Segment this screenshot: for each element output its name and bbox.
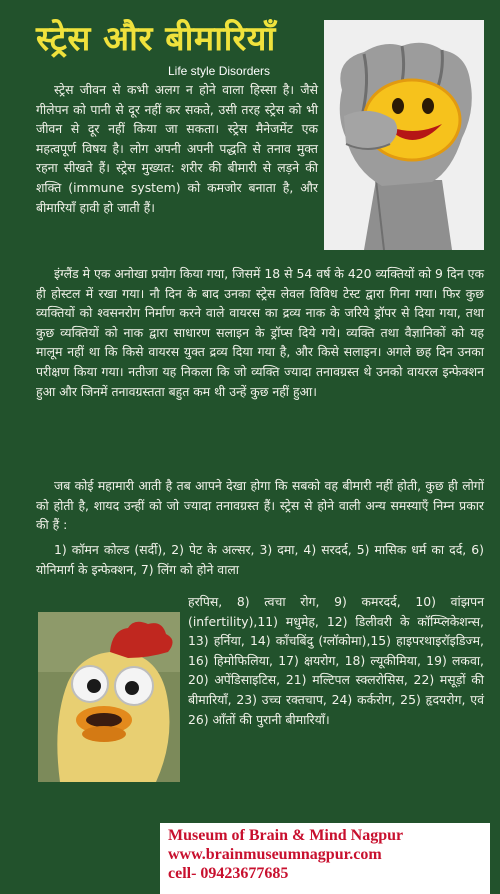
museum-name: Museum of Brain & Mind Nagpur: [168, 827, 404, 844]
intro-paragraph: स्ट्रेस जीवन से कभी अलग न होने वाला हिस्सा है। जैसे गीलेपन को पानी से दूर नहीं कर सकते, उसी तरह स्ट्रेस को भी जीवन से दूर नहीं किया जा सकता। स्ट्रेस मैनेजमेंट एक महत्वपूर्ण विषय है। लोग अपनी अपनी पद्धति से तनाव मुक्त रहना सीखते हैं। स्ट्रेस मुख्यत: शरीर की बीमारी से लड़ने की शक्ति (immune system) को कमजोर बनाता है, और बीमारियाँ हावी हो जाती हैं।: [36, 82, 318, 215]
museum-footer: [160, 823, 490, 894]
museum-website[interactable]: www.brainmuseumnagpur.com: [168, 846, 382, 863]
epidemic-paragraph: जब कोई महामारी आती है तब आपने देखा होगा कि सबको वह बीमारी नहीं होती, कुछ ही लोगों को होती है, शायद उन्हीं को जो ज्यादा तनावग्रस्त हैं। स्ट्रेस से होने वाली अन्य समस्याएँ निम्न प्रकार की हैं :: [36, 478, 484, 533]
chicken-illustration: [38, 612, 180, 782]
page-subtitle: Life style Disorders: [168, 64, 271, 78]
museum-phone: cell- 09423677685: [168, 865, 289, 882]
experiment-paragraph: इंग्लैंड मे एक अनोखा प्रयोग किया गया, जिसमें 18 से 54 वर्ष के 420 व्यक्तियों को 9 दिन एक ही होस्टल में रखा गया। नौ दिन के बाद उनका स्ट्रेस लेवल विविध टेस्ट द्वारा गिना गया। फिर कुछ व्यक्तियों को श्वसनरोग निर्माण करने वाले वायरस का द्रव्य नाक के जरिये ड्रॉपर से दिया गया, तथा कुछ व्यक्तियों को नाक द्वारा साधारण सलाइन के ड्रॉप्स दिये गये। व्यक्ति तथा वैज्ञानिकों को यह मालूम नहीं था कि किसे वायरस युक्त द्रव्य दिया गया है, और किसे सलाइन। अगले छह दिन उनका परीक्षण किया गया। नतीजा यह निकला कि जो व्यक्ति ज्यादा तनावग्रस्त थे उनको वायरल इन्फेक्शन हुआ और जिनमें तनावग्रस्तता बहुत कम थी उन्हें कुछ नहीं हुआ।: [36, 266, 484, 399]
rubber-chicken-image: [38, 612, 180, 782]
disorders-list-part-1: 1) कॉमन कोल्ड (सर्दी), 2) पेट के अल्सर, 3) दमा, 4) सरदर्द, 5) मासिक धर्म का दर्द, 6) योनिमार्ग के इन्फेक्शन, 7) लिंग को होने वाला: [36, 542, 484, 577]
page-title: स्ट्रेस और बीमारियाँ: [36, 19, 276, 59]
disorders-list-part-2: हरपिस, 8) त्वचा रोग, 9) कमरदर्द, 10) वांझपन (infertility),11) मधुमेह, 12) डिलीवरी के कॉम्प्लिकेशन्स, 13) हर्निया, 14) काँचबिंदु (ग्लॉकोमा),15) हाइपरथाइरॉइडिज्म, 16) हिमोफिलिया, 17) क्षयरोग, 18) ल्यूकीमिया, 19) लकवा, 20) अपेंडिसाइटिस, 21) मल्टिपल स्क्लरोसिस, 22) मसूड़ों की बीमारियाँ, 23) उच्च रक्तचाप, 24) कर्करोग, 25) हृदयरोग, एवं 26) आँतों की पुरानी बीमारियाँ।: [188, 594, 484, 727]
stress-ball-fist-image: [324, 20, 484, 250]
fist-illustration: [324, 20, 484, 250]
